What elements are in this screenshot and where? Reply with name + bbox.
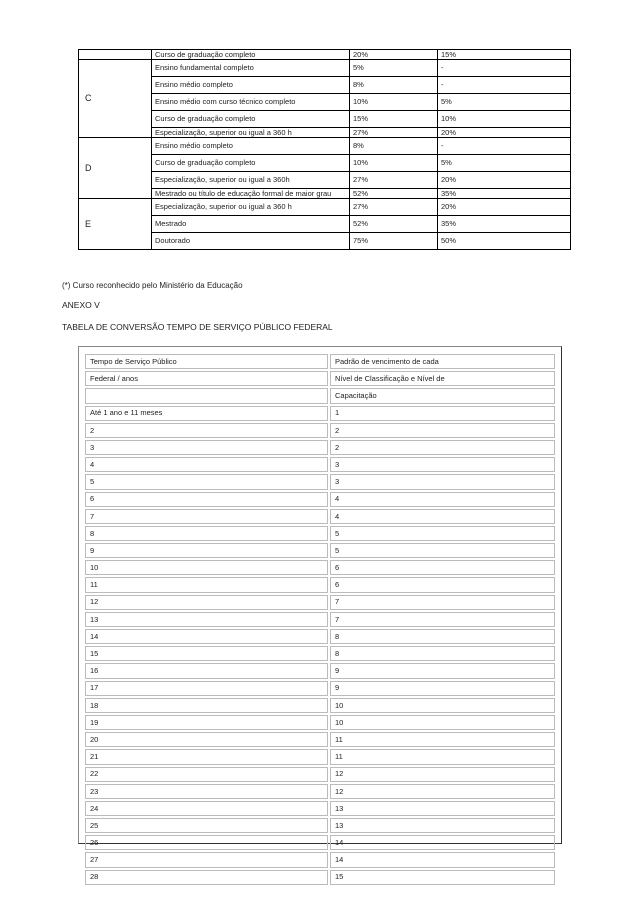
table-row [85,870,555,885]
pay-standard-cell: 4 [330,509,555,524]
percent-cell: 5% [438,155,571,172]
table-row [85,612,555,627]
table-row [79,77,571,94]
footnote: (*) Curso reconhecido pelo Ministério da Educação [62,281,243,290]
percent-cell: 27% [350,172,438,189]
pay-standard-cell: 9 [330,681,555,696]
header-cell: Capacitação [330,388,555,403]
pay-standard-cell: 10 [330,698,555,713]
course-cell: Ensino médio com curso técnico completo [152,94,350,111]
service-years-cell: 13 [85,612,328,627]
header-cell: Padrão de vencimento de cada [330,354,555,369]
pay-standard-cell: 7 [330,595,555,610]
table-row [85,509,555,524]
grade-level-cell [79,50,152,60]
service-years-cell: 28 [85,870,328,885]
table-row [85,560,555,575]
percent-cell: 15% [350,111,438,128]
table-header-row [85,371,555,386]
service-years-cell: 10 [85,560,328,575]
table-row [85,818,555,833]
pay-standard-cell: 11 [330,749,555,764]
pay-standard-cell: 8 [330,629,555,644]
table-row [85,577,555,592]
table-row [79,128,571,138]
percent-cell: 20% [438,199,571,216]
pay-standard-cell: 13 [330,801,555,816]
service-years-cell: 5 [85,474,328,489]
table-title: TABELA DE CONVERSÃO TEMPO DE SERVIÇO PÚBLICO FEDERAL [62,322,333,332]
percent-cell: 10% [438,111,571,128]
pay-standard-cell: 12 [330,767,555,782]
course-cell: Curso de graduação completo [152,111,350,128]
table-row [79,94,571,111]
grade-level-cell: D [79,138,152,199]
table-row [85,423,555,438]
service-years-cell: 6 [85,492,328,507]
table-row [79,155,571,172]
table-row [79,233,571,250]
pay-standard-cell: 10 [330,715,555,730]
service-years-cell: 27 [85,852,328,867]
percent-cell: 5% [350,60,438,77]
service-years-cell: 9 [85,543,328,558]
percent-cell: 75% [350,233,438,250]
annex-title: ANEXO V [62,300,100,310]
header-cell: Nível de Classificação e Nível de [330,371,555,386]
percent-cell: 27% [350,128,438,138]
grade-level-cell: C [79,60,152,138]
service-years-cell: 12 [85,595,328,610]
percent-cell: 8% [350,138,438,155]
service-years-cell: 24 [85,801,328,816]
service-years-cell: 3 [85,440,328,455]
pay-standard-cell: 2 [330,440,555,455]
service-years-cell: Até 1 ano e 11 meses [85,406,328,421]
percent-cell: 10% [350,155,438,172]
table-row [85,698,555,713]
pay-standard-cell: 5 [330,543,555,558]
service-years-cell: 7 [85,509,328,524]
table-row [79,172,571,189]
pay-standard-cell: 4 [330,492,555,507]
pay-standard-cell: 14 [330,835,555,850]
table-row [85,663,555,678]
table-row [85,629,555,644]
pay-standard-cell: 5 [330,526,555,541]
table-row [79,216,571,233]
grade-percentage-table [78,49,571,250]
percent-cell: 52% [350,216,438,233]
course-cell: Curso de graduação completo [152,155,350,172]
table-row [85,440,555,455]
pay-standard-cell: 7 [330,612,555,627]
table-row [85,492,555,507]
service-years-cell: 15 [85,646,328,661]
service-years-cell: 16 [85,663,328,678]
percent-cell: 10% [350,94,438,111]
service-years-cell: 18 [85,698,328,713]
pay-standard-cell: 3 [330,474,555,489]
service-years-cell: 25 [85,818,328,833]
course-cell: Doutorado [152,233,350,250]
pay-standard-cell: 1 [330,406,555,421]
percent-cell: 35% [438,189,571,199]
service-years-cell: 23 [85,784,328,799]
percent-cell: 20% [438,128,571,138]
table-row [85,595,555,610]
grade-level-cell: E [79,199,152,250]
table-row [79,111,571,128]
course-cell: Ensino médio completo [152,77,350,94]
percent-cell: 15% [438,50,571,60]
table-row [85,749,555,764]
pay-standard-cell: 13 [330,818,555,833]
table-row [85,732,555,747]
table-row [79,189,571,199]
pay-standard-cell: 14 [330,852,555,867]
table-row [79,50,571,60]
course-cell: Ensino médio completo [152,138,350,155]
service-years-cell: 20 [85,732,328,747]
table-row [85,835,555,850]
percent-cell: 20% [350,50,438,60]
service-years-cell: 14 [85,629,328,644]
table-row [85,784,555,799]
percent-cell: - [438,77,571,94]
pay-standard-cell: 11 [330,732,555,747]
table-row [85,457,555,472]
course-cell: Mestrado [152,216,350,233]
course-cell: Curso de graduação completo [152,50,350,60]
service-years-cell: 26 [85,835,328,850]
service-years-cell: 4 [85,457,328,472]
table-header-row [85,354,555,369]
service-years-cell: 21 [85,749,328,764]
percent-cell: 35% [438,216,571,233]
conversion-table [83,352,557,887]
pay-standard-cell: 6 [330,560,555,575]
pay-standard-cell: 15 [330,870,555,885]
percent-cell: - [438,60,571,77]
table-row [85,767,555,782]
service-years-cell: 2 [85,423,328,438]
service-years-cell: 11 [85,577,328,592]
table-row [79,199,571,216]
percent-cell: 5% [438,94,571,111]
pay-standard-cell: 3 [330,457,555,472]
table-row [79,60,571,77]
pay-standard-cell: 6 [330,577,555,592]
service-years-cell: 8 [85,526,328,541]
table-row [85,646,555,661]
header-cell: Tempo de Serviço Público [85,354,328,369]
service-years-cell: 19 [85,715,328,730]
service-years-cell: 22 [85,767,328,782]
percent-cell: 8% [350,77,438,94]
table-row [85,526,555,541]
table-row [85,406,555,421]
table-header-row [85,388,555,403]
pay-standard-cell: 8 [330,646,555,661]
table-row [85,474,555,489]
header-cell: Federal / anos [85,371,328,386]
percent-cell: - [438,138,571,155]
course-cell: Especialização, superior ou igual a 360h [152,172,350,189]
percent-cell: 27% [350,199,438,216]
table-row [85,801,555,816]
table-row [85,681,555,696]
percent-cell: 50% [438,233,571,250]
table-row [85,715,555,730]
course-cell: Especialização, superior ou igual a 360 h [152,128,350,138]
percent-cell: 52% [350,189,438,199]
table-row [85,852,555,867]
table-row [79,138,571,155]
course-cell: Mestrado ou título de educação formal de maior grau [152,189,350,199]
percent-cell: 20% [438,172,571,189]
pay-standard-cell: 2 [330,423,555,438]
service-years-cell: 17 [85,681,328,696]
table-row [85,543,555,558]
pay-standard-cell: 9 [330,663,555,678]
course-cell: Ensino fundamental completo [152,60,350,77]
course-cell: Especialização, superior ou igual a 360 h [152,199,350,216]
header-cell [85,388,328,403]
pay-standard-cell: 12 [330,784,555,799]
